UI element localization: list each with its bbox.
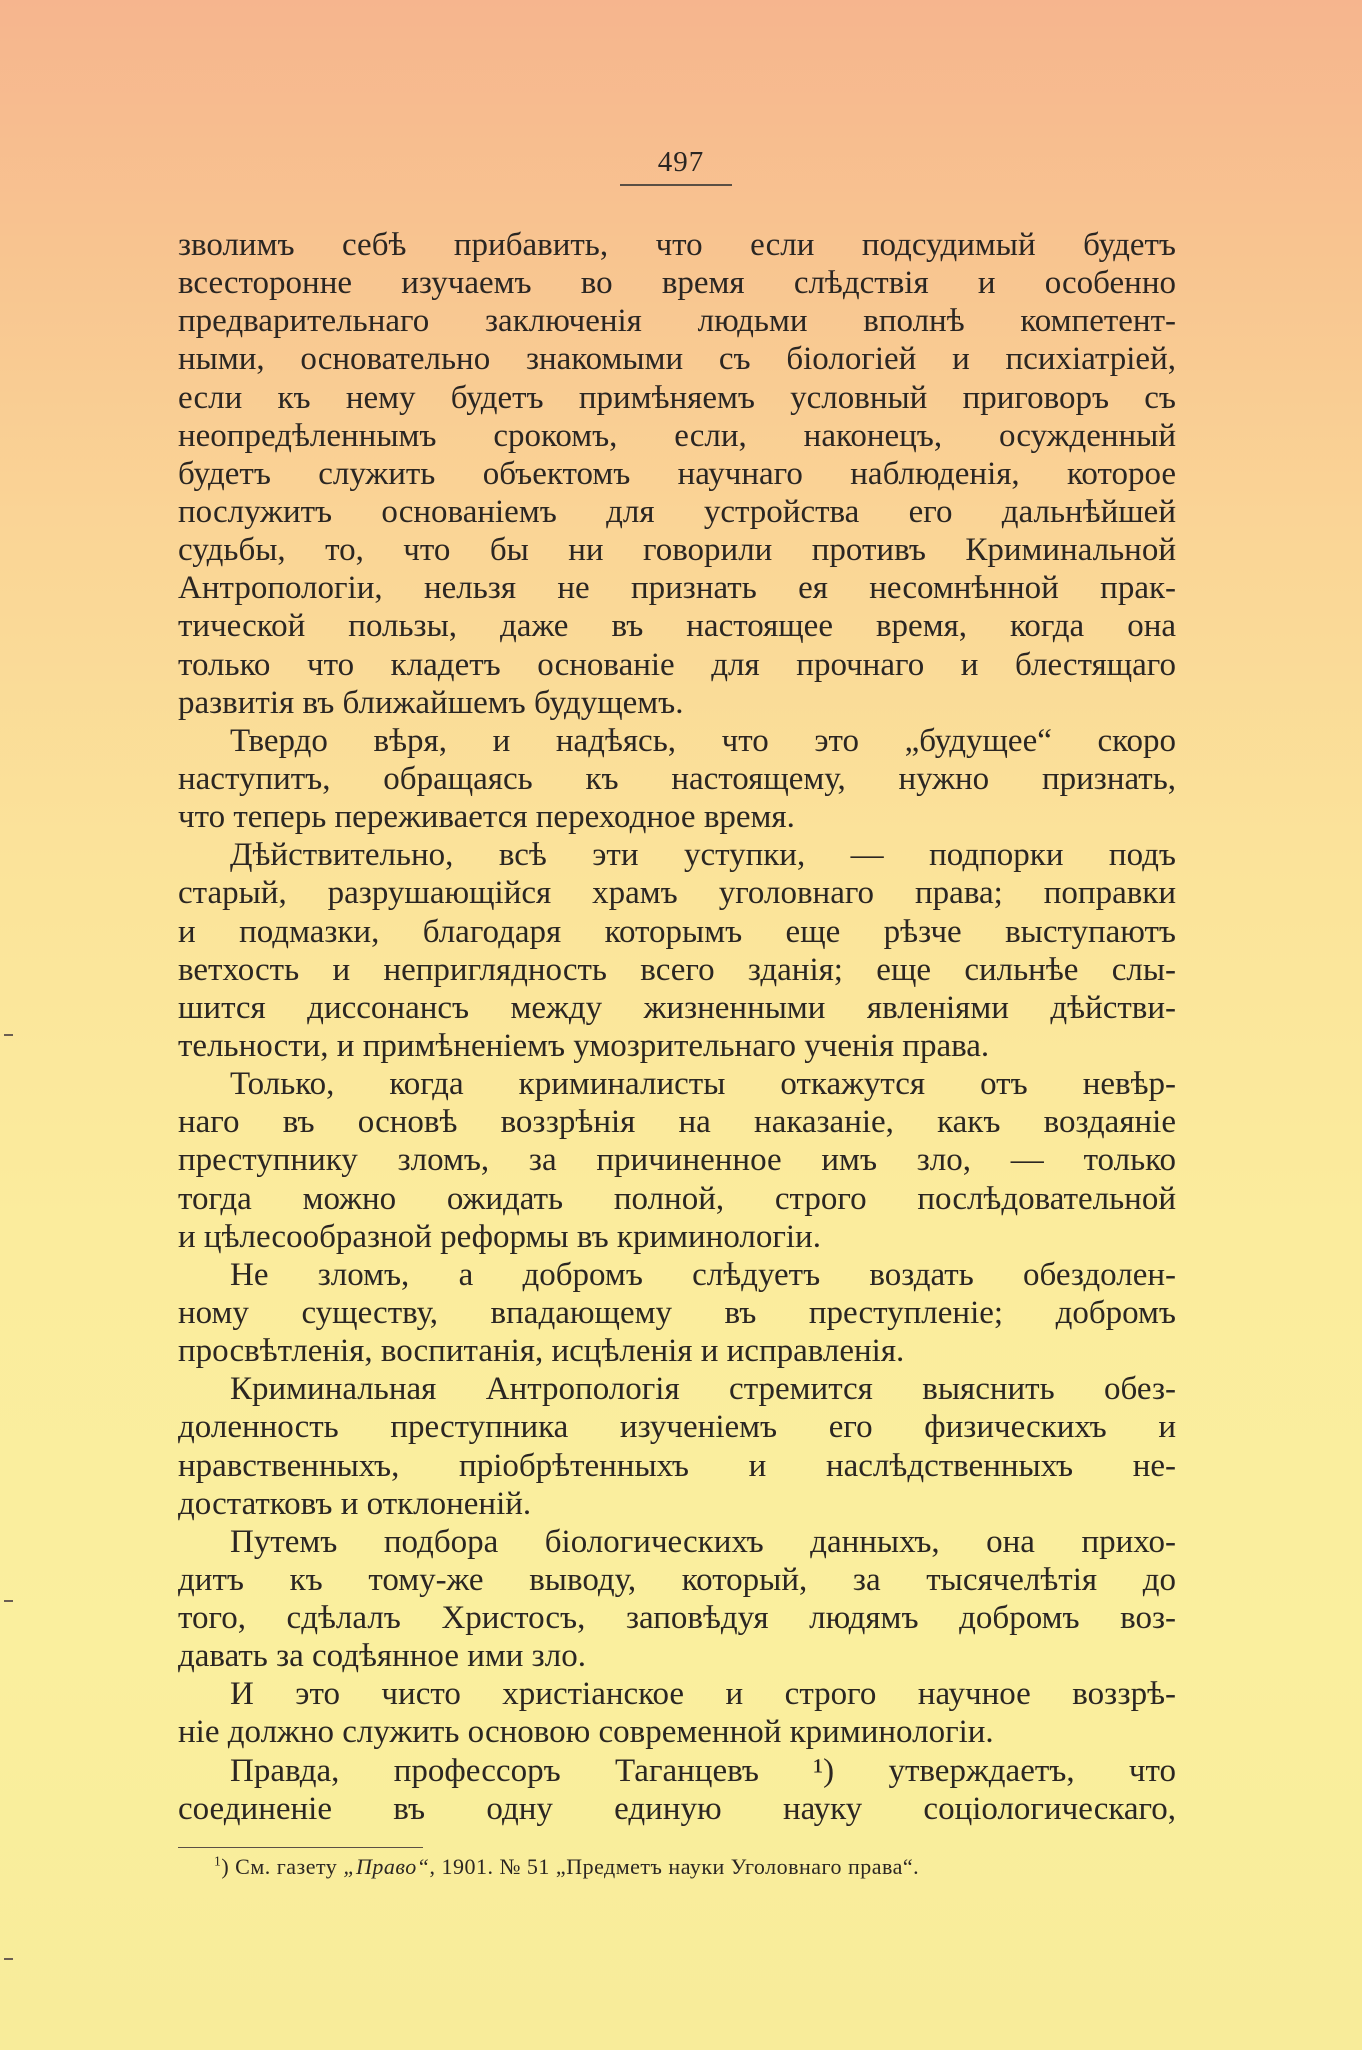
text-line: Только, когда криминалисты откажутся отъ невѣр- — [230, 1066, 1176, 1103]
text-line: будетъ служить объектомъ научнаго наблюденія, которое — [178, 455, 1176, 492]
page-number: 497 — [657, 146, 705, 178]
footnote-rule — [178, 1847, 423, 1848]
page-number-rule — [620, 184, 732, 186]
text-line: Твердо вѣря, и надѣясь, что это „будущее“ скоро — [230, 722, 1176, 759]
text-line: Путемъ подбора біологическихъ данныхъ, она прихо- — [230, 1523, 1176, 1560]
text-line: предварительнаго заключенія людьми вполнѣ компетент- — [178, 303, 1176, 340]
text-line: тической пользы, даже въ настоящее время, когда она — [178, 608, 1176, 645]
text-line: судьбы, то, что бы ни говорили противъ Криминальной — [178, 532, 1176, 569]
footnote — [214, 1852, 1174, 1882]
text-line: развитія въ ближайшемъ будущемъ. — [178, 684, 684, 721]
text-line: соединеніе въ одну единую науку соціологическаго, — [178, 1790, 1176, 1827]
footnote-prefix: ) См. газету — [221, 1854, 344, 1879]
text-line: Антропологіи, нельзя не признать ея несомнѣнной прак- — [178, 570, 1176, 607]
text-line: нравственныхъ, пріобрѣтенныхъ и наслѣдственныхъ не- — [178, 1447, 1176, 1484]
body-text — [178, 226, 1176, 1828]
text-line: шится диссонансъ между жизненными явленіями дѣйстви- — [178, 989, 1176, 1026]
text-line: ніе должно служить основою современной криминологіи. — [178, 1714, 994, 1751]
footnote-marker: 1 — [214, 1853, 222, 1869]
text-line: давать за содѣянное ими зло. — [178, 1638, 586, 1675]
text-line: тельности, и примѣненіемъ умозрительнаго ученія права. — [178, 1027, 990, 1064]
margin-mark — [4, 1034, 13, 1036]
text-line: достатковъ и отклоненій. — [178, 1485, 532, 1522]
text-line: Криминальная Антропологія стремится выяснить обез- — [230, 1371, 1176, 1408]
footnote-newspaper: „Право“ — [343, 1854, 430, 1879]
text-line: тогда можно ожидать полной, строго послѣдовательной — [178, 1180, 1176, 1217]
text-line: Правда, профессоръ Таганцевъ ¹) утверждаетъ, что — [230, 1752, 1176, 1789]
text-line: только что кладетъ основаніе для прочнаго и блестящаго — [178, 646, 1176, 683]
text-line: неопредѣленнымъ срокомъ, если, наконецъ, осужденный — [178, 417, 1176, 454]
text-line: старый, разрушающійся храмъ уголовнаго права; поправки — [178, 875, 1176, 912]
footnote-suffix: , 1901. № 51 „Предметъ науки Уголовнаго права“. — [429, 1854, 920, 1879]
text-line: что теперь переживается переходное время. — [178, 799, 795, 836]
text-line: преступнику зломъ, за причиненное имъ зло, — только — [178, 1142, 1176, 1179]
text-line: наступитъ, обращаясь къ настоящему, нужно признать, — [178, 760, 1176, 797]
text-line: дитъ къ тому-же выводу, который, за тысячелѣтія до — [178, 1561, 1176, 1598]
text-line: наго въ основѣ воззрѣнія на наказаніе, какъ воздаяніе — [178, 1104, 1176, 1141]
text-line: и подмазки, благодаря которымъ еще рѣзче выступаютъ — [178, 913, 1176, 950]
text-line: того, сдѣлалъ Христосъ, заповѣдуя людямъ добромъ воз- — [178, 1600, 1176, 1637]
text-line: и цѣлесообразной реформы въ криминологіи. — [178, 1218, 821, 1255]
text-line: доленность преступника изученіемъ его физическихъ и — [178, 1409, 1176, 1446]
text-line: если къ нему будетъ примѣняемъ условный приговоръ съ — [178, 379, 1176, 416]
text-line: всесторонне изучаемъ во время слѣдствія и особенно — [178, 265, 1176, 302]
text-line: Не зломъ, а добромъ слѣдуетъ воздать обездолен- — [230, 1256, 1176, 1293]
text-line: Дѣйствительно, всѣ эти уступки, — подпорки подъ — [230, 837, 1176, 874]
text-line: зволимъ себѣ прибавить, что если подсудимый будетъ — [178, 227, 1176, 263]
margin-mark — [4, 1600, 13, 1602]
margin-mark — [4, 1958, 13, 1960]
text-line: ному существу, впадающему въ преступленіе; добромъ — [178, 1294, 1176, 1331]
text-line: просвѣтленія, воспитанія, исцѣленія и исправленія. — [178, 1333, 905, 1370]
text-line: послужитъ основаніемъ для устройства его дальнѣйшей — [178, 493, 1176, 530]
text-line: ными, основательно знакомыми съ біологіей и психіатріей, — [178, 341, 1176, 378]
text-line: И это чисто христіанское и строго научное воззрѣ- — [230, 1676, 1176, 1713]
text-line: ветхость и неприглядность всего зданія; еще сильнѣе слы- — [178, 951, 1176, 988]
